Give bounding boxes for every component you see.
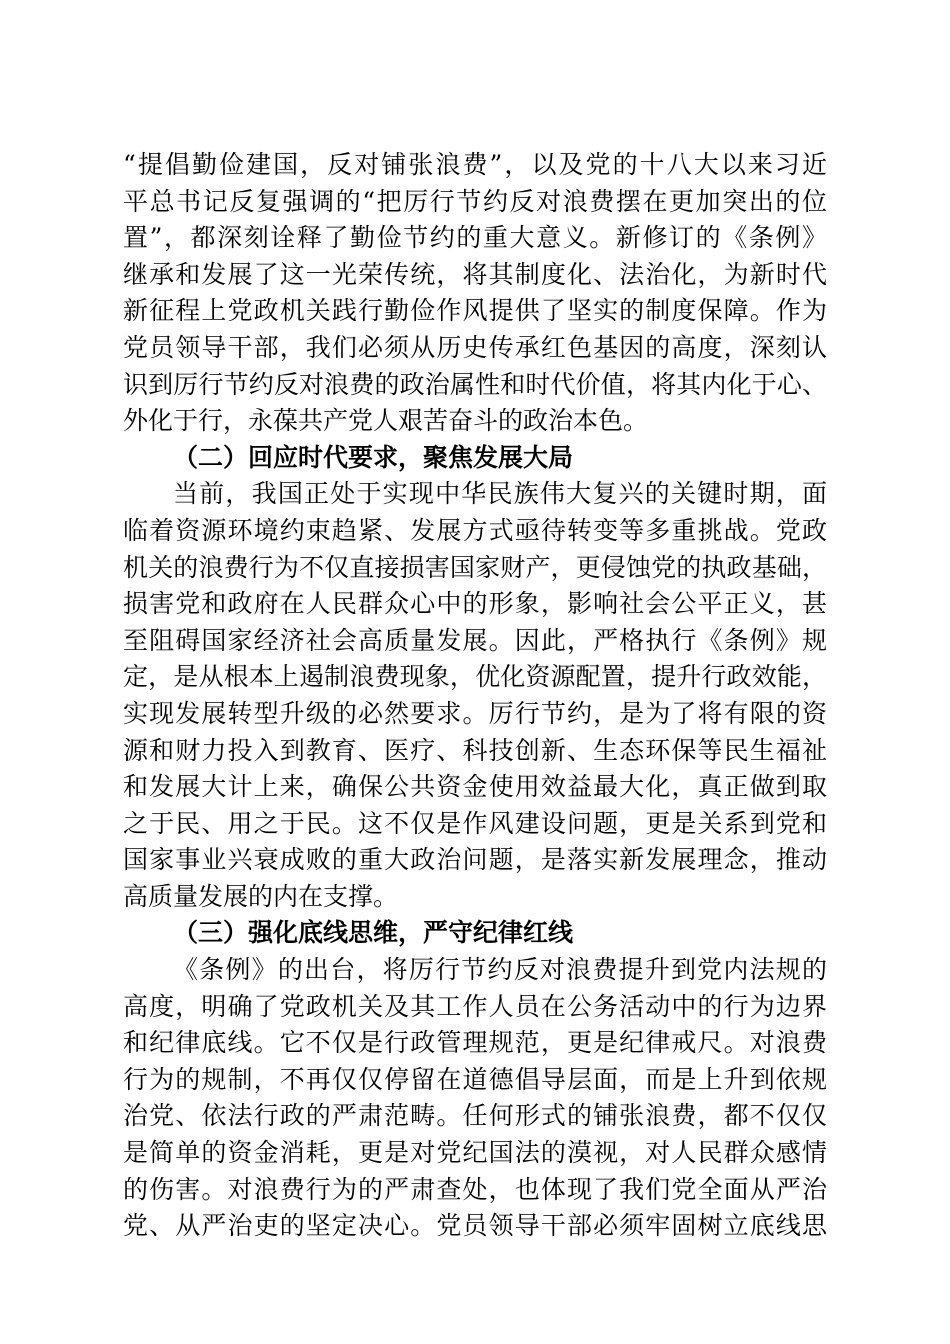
paragraph-historical-tradition bbox=[123, 147, 827, 440]
paragraph-line: 治党、依法行政的严肃范畴。任何形式的铺张浪费，都不仅仅 bbox=[123, 1101, 827, 1131]
paragraph-line: 至阻碍国家经济社会高质量发展。因此，严格执行《条例》规 bbox=[123, 625, 827, 655]
paragraph-line: 实现发展转型升级的必然要求。厉行节约，是为了将有限的资 bbox=[123, 698, 827, 728]
paragraph-line: 高度，明确了党政机关及其工作人员在公务活动中的行为边界 bbox=[123, 991, 827, 1021]
paragraph-line: 国家事业兴衰成败的重大政治问题，是落实新发展理念，推动 bbox=[123, 845, 827, 875]
paragraph-line: 当前，我国正处于实现中华民族伟大复兴的关键时期，面 bbox=[173, 479, 827, 509]
paragraph-line: 新征程上党政机关践行勤俭作风提供了坚实的制度保障。作为 bbox=[123, 296, 827, 326]
paragraph-line: “提倡勤俭建国，反对铺张浪费”，以及党的十八大以来习近 bbox=[123, 150, 827, 179]
paragraph-line: 定，是从根本上遏制浪费现象，优化资源配置，提升行政效能， bbox=[123, 662, 827, 692]
paragraph-line: 外化于行，永葆共产党人艰苦奋斗的政治本色。 bbox=[123, 406, 649, 436]
paragraph-line: 和纪律底线。它不仅是行政管理规范，更是纪律戒尺。对浪费 bbox=[123, 1028, 827, 1058]
paragraph-line: 机关的浪费行为不仅直接损害国家财产，更侵蚀党的执政基础， bbox=[123, 552, 827, 582]
document-body bbox=[123, 147, 827, 1245]
paragraph-line: 是简单的资金消耗，更是对党纪国法的漠视，对人民群众感情 bbox=[123, 1138, 827, 1168]
paragraph-line: 党、从严治吏的坚定决心。党员领导干部必须牢固树立底线思 bbox=[123, 1211, 827, 1241]
paragraph-line: 临着资源环境约束趋紧、发展方式亟待转变等多重挑战。党政 bbox=[123, 515, 827, 545]
paragraph-line: 源和财力投入到教育、医疗、科技创新、生态环保等民生福祉 bbox=[123, 735, 827, 765]
paragraph-line: 党员领导干部，我们必须从历史传承红色基因的高度，深刻认 bbox=[123, 332, 827, 362]
paragraph-line: 识到厉行节约反对浪费的政治属性和时代价值，将其内化于心、 bbox=[123, 369, 827, 399]
paragraph-discipline-bottom-line bbox=[123, 952, 827, 1245]
section-heading-2: （二）回应时代要求，聚焦发展大局 bbox=[173, 442, 574, 472]
paragraph-line: 行为的规制，不再仅仅停留在道德倡导层面，而是上升到依规 bbox=[123, 1064, 827, 1094]
paragraph-line: 高质量发展的内在支撑。 bbox=[123, 881, 399, 911]
paragraph-line: 平总书记反复强调的“把厉行节约反对浪费摆在更加突出的位 bbox=[123, 186, 827, 216]
paragraph-line: 《条例》的出台，将厉行节约反对浪费提升到党内法规的 bbox=[173, 955, 827, 985]
paragraph-line: 之于民、用之于民。这不仅是作风建设问题，更是关系到党和 bbox=[123, 808, 827, 838]
paragraph-line: 置”，都深刻诠释了勤俭节约的重大意义。新修订的《条例》 bbox=[123, 223, 827, 253]
paragraph-line: 继承和发展了这一光荣传统，将其制度化、法治化，为新时代 bbox=[123, 259, 827, 289]
paragraph-development-needs bbox=[123, 476, 827, 915]
paragraph-line: 的伤害。对浪费行为的严肃查处，也体现了我们党全面从严治 bbox=[123, 1174, 827, 1204]
section-heading-3: （三）强化底线思维，严守纪律红线 bbox=[173, 918, 574, 948]
paragraph-line: 损害党和政府在人民群众心中的形象，影响社会公平正义，甚 bbox=[123, 589, 827, 619]
paragraph-line: 和发展大计上来，确保公共资金使用效益最大化，真正做到取 bbox=[123, 772, 827, 802]
